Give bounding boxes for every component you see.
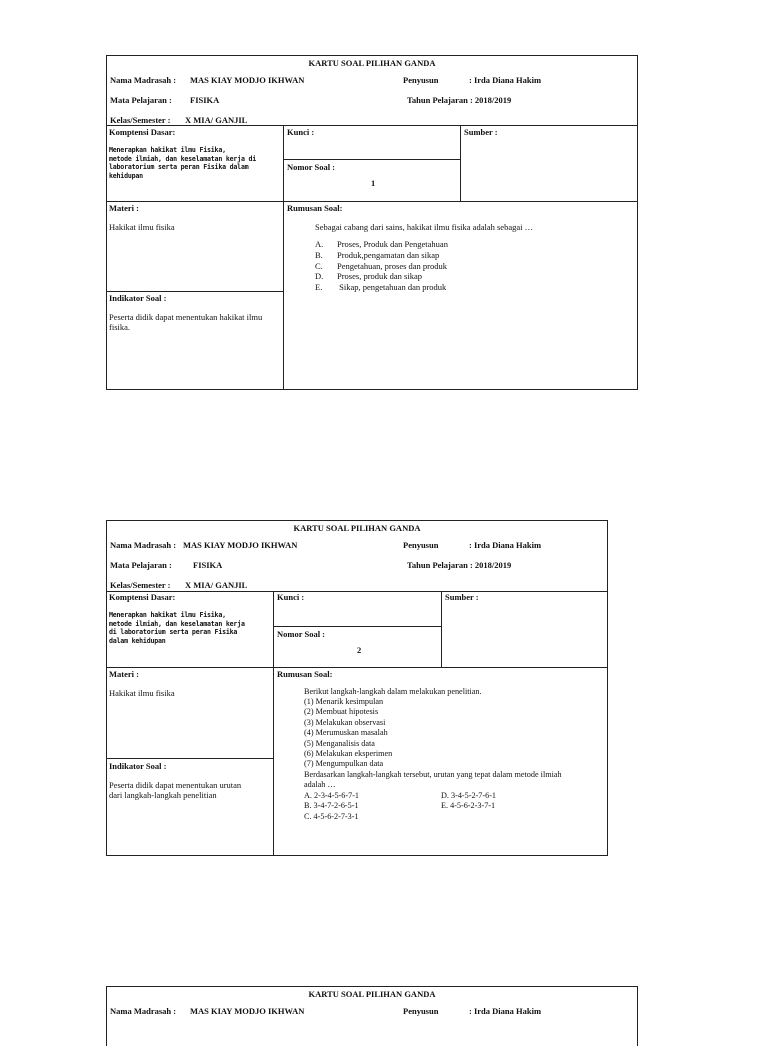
step-7: (7) Mengumpulkan data [304, 759, 384, 769]
option-a: A. Proses, Produk dan Pengetahuan [315, 239, 448, 250]
indikator-label: Indikator Soal : [109, 293, 167, 303]
nomor-value: 2 [357, 645, 362, 655]
madrasah-value: MAS KIAY MODJO IKHWAN [190, 1006, 305, 1016]
card-grid [107, 125, 637, 389]
penyusun-value: : Irda Diana Hakim [469, 540, 542, 550]
option-d: D. Proses, produk dan sikap [315, 271, 422, 282]
rumusan-cell [277, 669, 605, 822]
kelas-label: Kelas/Semester : [110, 115, 171, 125]
options-list [287, 239, 632, 292]
option-e: E. 4-5-6-2-3-7-1 [441, 801, 496, 811]
penyusun-label: Penyusun [403, 1006, 439, 1016]
question-intro: Berikut langkah-langkah dalam melakukan penelitian. [304, 686, 482, 696]
nomor-label: Nomor Soal : [287, 162, 336, 172]
option-c: C. 4-5-6-2-7-3-1 [304, 811, 359, 821]
card-title: KARTU SOAL PILIHAN GANDA [293, 523, 421, 533]
rumusan-label: Rumusan Soal: [287, 203, 343, 213]
step-5: (5) Menganalisis data [304, 738, 375, 748]
materi-label: Materi : [109, 669, 139, 679]
card-grid [107, 591, 607, 855]
option-row-3 [304, 812, 605, 823]
mapel-label: Mata Pelajaran : [110, 95, 172, 105]
step-2: (2) Membuat hipotesis [304, 707, 379, 717]
madrasah-value: MAS KIAY MODJO IKHWAN [183, 540, 298, 550]
question-text: Sebagai cabang dari sains, hakikat ilmu fisika adalah sebagai … [315, 221, 534, 232]
kelas-value: X MIA/ GANJIL [185, 115, 248, 125]
mapel-label: Mata Pelajaran : [110, 560, 172, 570]
madrasah-label: Nama Madrasah : [110, 1006, 177, 1016]
option-row-1 [304, 791, 605, 802]
nomor-value: 1 [371, 178, 376, 188]
card-title: KARTU SOAL PILIHAN GANDA [308, 989, 436, 999]
step-4: (4) Merumuskan masalah [304, 728, 388, 738]
madrasah-value: MAS KIAY MODJO IKHWAN [190, 75, 305, 85]
penyusun-label: Penyusun [403, 540, 439, 550]
option-a: A. 2-3-4-5-6-7-1 [304, 790, 360, 800]
question-card-3 [106, 986, 638, 1046]
mapel-value: FISIKA [190, 95, 220, 105]
kompetensi-text: Menerapkan hakikat ilmu Fisika, metode ilmiah, dan keselamatan kerja di laboratorium serta peran Fisika dalam kehidupan [109, 145, 257, 181]
question-body [277, 687, 605, 823]
kunci-label: Kunci : [287, 127, 315, 137]
rumusan-label: Rumusan Soal: [277, 669, 333, 679]
materi-cell [109, 203, 281, 232]
kelas-value: X MIA/ GANJIL [185, 580, 248, 590]
madrasah-label: Nama Madrasah : [110, 75, 177, 85]
step-3: (3) Melakukan observasi [304, 717, 386, 727]
materi-cell [109, 669, 271, 698]
sumber-cell [464, 127, 498, 138]
indikator-label: Indikator Soal : [109, 761, 167, 771]
option-e: E. Sikap, pengetahuan dan produk [315, 281, 447, 292]
kompetensi-label: Komptensi Dasar: [109, 127, 176, 137]
question-card-2 [106, 520, 608, 856]
kompetensi-label: Komptensi Dasar: [109, 592, 176, 602]
kompetensi-cell [109, 127, 281, 181]
kunci-cell [287, 127, 314, 138]
materi-label: Materi : [109, 203, 139, 213]
kunci-label: Kunci : [277, 592, 305, 602]
rumusan-cell [287, 203, 632, 292]
indikator-cell [109, 293, 281, 333]
step-1: (1) Menarik kesimpulan [304, 697, 384, 707]
nomor-cell [287, 162, 457, 200]
sumber-label: Sumber : [464, 127, 498, 137]
question-card-1 [106, 55, 638, 390]
card-title: KARTU SOAL PILIHAN GANDA [308, 58, 436, 68]
step-6: (6) Melakukan eksperimen [304, 749, 393, 759]
question-text-cont: adalah … [304, 780, 336, 790]
kelas-label: Kelas/Semester : [110, 580, 171, 590]
option-b: B. Produk,pengamatan dan sikap [315, 249, 440, 260]
option-c: C. Pengetahuan, proses dan produk [315, 260, 448, 271]
penyusun-label: Penyusun [403, 75, 439, 85]
tahun-label: Tahun Pelajaran : 2018/2019 [407, 95, 512, 105]
kompetensi-text: Menerapkan hakikat ilmu Fisika, metode ilmiah, dan keselamatan kerja di laboratorium serta peran Fisika dalam kehidupan [109, 610, 245, 646]
sumber-label: Sumber : [445, 592, 479, 602]
question-text: Berdasarkan langkah-langkah tersebut, urutan yang tepat dalam metode ilmiah [304, 769, 562, 779]
indikator-cell [109, 761, 271, 801]
indikator-text: Peserta didik dapat menentukan urutan dari langkah-langkah penelitian [109, 779, 242, 801]
kompetensi-cell [109, 592, 271, 646]
tahun-label: Tahun Pelajaran : 2018/2019 [407, 560, 512, 570]
nomor-cell [277, 629, 439, 667]
indikator-text: Peserta didik dapat menentukan hakikat ilmu fisika. [109, 311, 263, 333]
option-row-2 [304, 801, 605, 812]
penyusun-value: : Irda Diana Hakim [469, 1006, 542, 1016]
option-b: B. 3-4-7-2-6-5-1 [304, 801, 359, 811]
kunci-cell [277, 592, 304, 603]
nomor-label: Nomor Soal : [277, 629, 326, 639]
madrasah-label: Nama Madrasah : [110, 540, 177, 550]
mapel-value: FISIKA [193, 560, 223, 570]
penyusun-value: : Irda Diana Hakim [469, 75, 542, 85]
sumber-cell [445, 592, 479, 603]
option-d: D. 3-4-5-2-7-6-1 [441, 790, 497, 800]
materi-value: Hakikat ilmu fisika [109, 687, 175, 698]
materi-value: Hakikat ilmu fisika [109, 221, 175, 232]
